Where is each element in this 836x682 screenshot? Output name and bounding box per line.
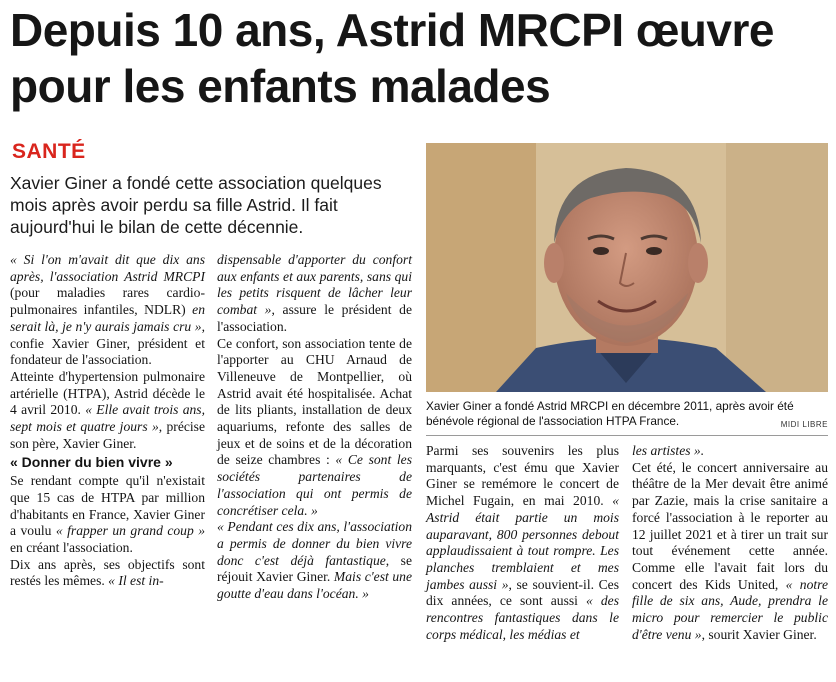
quote: dispensable d'apporter du confort aux enfants et aux parents, sans qui les petits risquent de lâcher leur combat » [217,252,412,318]
portrait-photo [426,143,828,392]
quote: « Si l'on m'avait dit que dix ans après, l'association Astrid MRCPI [10,252,205,284]
text: en créant l'association. [10,539,133,555]
quote: en serait là, je n'y aurais jamais cru » [10,302,205,334]
paragraph [217,252,412,336]
text: Parmi ses souvenirs les plus marquants, c'est ému que Xavier Giner se remémore le concert de Michel Fugain, en mai 2010. [426,443,619,509]
caption-divider [426,435,828,436]
text: , assure le président de l'association. [217,302,412,334]
text: , sourit Xavier Giner. [701,626,817,642]
headline: Depuis 10 ans, Astrid MRCPI œuvre pour les enfants malades [10,4,774,112]
text: , précise son père, Xavier Giner. [10,419,205,451]
quote: « des rencontres fantastiques dans le corps médical, les médias et [426,593,619,642]
text: Ce confort, son association tente de l'apporter au CHU Arnaud de Villeneuve de Montpellier, où Astrid avait été hospitalisée. Achat de lits pliants, installation de deux aquariums, refonte des salles de jeux et de soins et de la décoration de seize chambres : [217,335,412,468]
paragraph [10,369,205,453]
portrait-illustration [426,143,828,392]
article-column-2 [217,252,412,603]
quote: « notre fille de six ans, Aude, prendra le micro pour remercier le public d'être venu » [632,576,828,642]
text: Atteinte d'hypertension pulmonaire artérielle (HTPA), Astrid décède le 4 avril 2010. [10,368,205,418]
paragraph [10,473,205,557]
paragraph [632,443,828,460]
text: , se réjouit Xavier Giner. [217,552,412,585]
text: Cet été, le concert anniversaire au théâtre de la Mer devait être animé par Zazie, mais la crise sanitaire a forcé l'association à le reporter au 12 juillet 2021 et à tirer un trait sur tout événement cette année. Comme elle l'avait fait lors du concert des Kids United, [632,459,828,592]
text: (pour maladies rares cardio-pulmonaires infantiles, NDLR) [10,285,205,318]
text: , confie Xavier Giner, président et fondateur de l'association. [10,318,205,368]
article-column-3 [426,443,619,643]
article-subhead: « Donner du bien vivre » [10,454,173,471]
quote: « frapper un grand coup » [55,523,205,539]
text: , se souvient-il. Ces dix années, ce sont aussi [426,576,619,609]
quote: « Elle avait trois ans, sept mois et quatre jours » [10,402,205,435]
lead-paragraph: Xavier Giner a fondé cette association quelques mois après avoir perdu sa fille Astrid. Il fait aujourd'hui le bilan de cette décennie. [10,173,382,237]
paragraph [10,252,205,369]
paragraph [217,336,412,520]
text: Dix ans après, ses objectifs sont restés les mêmes. [10,556,205,589]
photo-credit: MIDI LIBRE [780,420,828,429]
quote: Mais c'est une goutte d'eau dans l'océan. » [217,569,413,602]
quote: « Astrid était partie un mois auparavant, 800 personnes debout applaudissaient à tout rompre. Les planches tremblaient et mes jambes aussi » [426,493,619,592]
quote: « Pendant ces dix ans, l'association a permis de donner du bien vivre donc c'est déjà fantastique [217,519,412,568]
paragraph [426,443,619,643]
quote: les artistes ». [632,443,705,458]
article-column-4 [632,443,828,643]
paragraph [632,460,828,644]
paragraph [217,519,412,603]
quote: « Ce sont les sociétés partenaires de l'association qui ont permis de concrétiser cela. » [217,452,412,518]
article-column-1 [10,252,205,590]
photo-caption: Xavier Giner a fondé Astrid MRCPI en décembre 2011, après avoir été bénévole régional de l'association HTPA France. [426,399,794,428]
quote: « Il est in- [108,573,164,589]
section-rubric: SANTÉ [12,140,86,163]
text: Se rendant compte qu'il n'existait que 15 cas de HTPA par million d'habitants en France, Xavier Giner a voulu [10,473,205,539]
paragraph [10,557,205,590]
